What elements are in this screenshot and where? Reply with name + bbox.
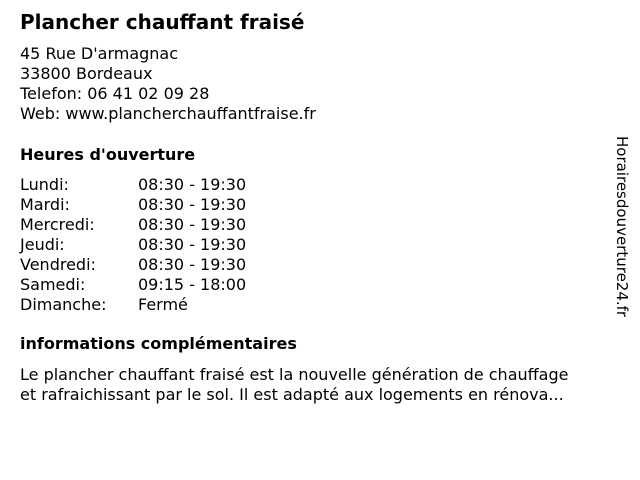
time-range: 08:30 - 19:30 (138, 195, 247, 214)
day-label: Samedi: (20, 275, 86, 294)
opening-hours-table (20, 175, 320, 315)
additional-info-heading: informations complémentaires (20, 334, 297, 353)
time-range: 09:15 - 18:00 (138, 275, 247, 294)
hours-row-saturday (20, 275, 320, 295)
hours-row-thursday (20, 235, 320, 255)
business-name: Plancher chauffant fraisé (20, 10, 305, 34)
hours-row-friday (20, 255, 320, 275)
postal-city: 33800 Bordeaux (20, 64, 153, 83)
day-label: Dimanche: (20, 295, 107, 314)
time-range: Fermé (138, 295, 188, 314)
street-address: 45 Rue D'armagnac (20, 44, 179, 63)
description-line: et rafraichissant par le sol. Il est adapté aux logements en rénova... (20, 385, 564, 404)
site-watermark: Horairesdouverture24.fr (613, 136, 631, 318)
time-range: 08:30 - 19:30 (138, 215, 247, 234)
description-line: Le plancher chauffant fraisé est la nouvelle génération de chauffage (20, 365, 569, 384)
day-label: Lundi: (20, 175, 69, 194)
description-text (20, 365, 635, 405)
hours-row-sunday (20, 295, 320, 315)
day-label: Mardi: (20, 195, 70, 214)
time-range: 08:30 - 19:30 (138, 235, 247, 254)
day-label: Vendredi: (20, 255, 96, 274)
time-range: 08:30 - 19:30 (138, 255, 247, 274)
opening-hours-heading: Heures d'ouverture (20, 145, 196, 164)
hours-row-tuesday (20, 195, 320, 215)
website: Web: www.plancherchauffantfraise.fr (20, 104, 316, 123)
hours-row-monday (20, 175, 320, 195)
time-range: 08:30 - 19:30 (138, 175, 247, 194)
day-label: Mercredi: (20, 215, 95, 234)
phone-number: Telefon: 06 41 02 09 28 (20, 84, 210, 103)
address-block (20, 44, 316, 124)
hours-row-wednesday (20, 215, 320, 235)
day-label: Jeudi: (20, 235, 65, 254)
